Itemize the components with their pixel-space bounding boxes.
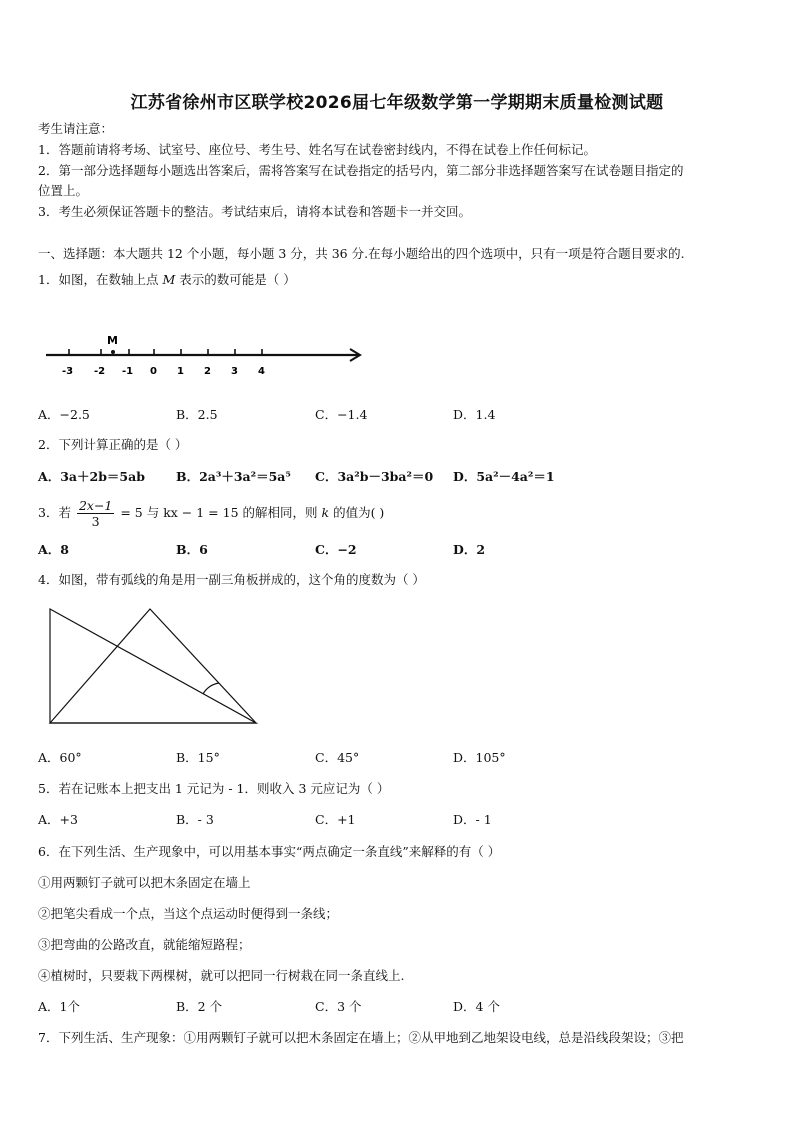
q2-option-a[interactable]: A．3a＋2b＝5ab [38, 469, 145, 484]
notice-item-3: 3．考生必须保证答题卡的整洁。考试结束后，请将本试卷和答题卡一并交回。 [38, 204, 471, 219]
q5-option-b[interactable]: B．- 3 [176, 812, 214, 827]
q6-statement-1: ①用两颗钉子就可以把木条固定在墙上 [38, 875, 251, 890]
q6-statement-2: ②把笔尖看成一个点，当这个点运动时便得到一条线； [38, 906, 339, 921]
q1-var: M [162, 272, 176, 287]
question-4-stem: 4．如图，带有弧线的角是用一副三角板拼成的，这个角的度数为（ ） [38, 572, 425, 587]
tick-label: 0 [150, 366, 157, 377]
question-2-stem: 2．下列计算正确的是（ ） [38, 437, 188, 452]
tick-label: 1 [177, 366, 184, 377]
q5-option-a[interactable]: A．+3 [38, 812, 78, 827]
page-title: 江苏省徐州市区联学校2026届七年级数学第一学期期末质量检测试题 [130, 93, 664, 113]
section-heading: 一、选择题：本大题共 12 个小题，每小题 3 分，共 36 分.在每小题给出的四个选项中，只有一项是符合题目要求的. [38, 246, 685, 261]
q1-option-a[interactable]: A．−2.5 [38, 407, 90, 422]
q2-option-c[interactable]: C．3a²b－3ba²＝0 [315, 469, 434, 484]
point-m-label: M [107, 334, 118, 347]
q6-option-a[interactable]: A．1个 [38, 999, 80, 1014]
q3-suffix: 的值为( ) [333, 505, 385, 520]
tick-label: -3 [62, 366, 74, 377]
q5-option-d[interactable]: D．- 1 [453, 812, 492, 827]
q5-option-c[interactable]: C．+1 [315, 812, 356, 827]
q3-var: k [321, 505, 330, 520]
q6-statement-4: ④植树时，只要栽下两棵树，就可以把同一行树栽在同一条直线上. [38, 968, 405, 983]
q3-prefix: 3．若 [38, 505, 71, 520]
notice-item-2-cont: 位置上。 [38, 183, 89, 198]
q1-suffix: 表示的数可能是（ ） [179, 272, 296, 287]
tick-label: 4 [258, 366, 265, 377]
q4-option-d[interactable]: D．105° [453, 750, 506, 765]
q3-option-b[interactable]: B．6 [176, 542, 208, 557]
question-5-stem: 5．若在记账本上把支出 1 元记为 - 1．则收入 3 元应记为（ ） [38, 781, 390, 796]
right-triangle-a [50, 609, 256, 723]
notice-item-2: 2．第一部分选择题每小题选出答案后，需将答案写在试卷指定的括号内，第二部分非选择题答案写在试卷题目指定的 [38, 163, 684, 178]
tick-label: 2 [204, 366, 211, 377]
q4-option-a[interactable]: A．60° [38, 750, 82, 765]
notice-heading: 考生请注意： [38, 121, 114, 136]
angle-arc-icon [203, 683, 219, 694]
q3-frac-numerator: 2x−1 [78, 498, 113, 513]
q3-frac-denominator: 3 [91, 514, 100, 529]
q6-option-c[interactable]: C．3 个 [315, 999, 362, 1014]
q6-option-d[interactable]: D．4 个 [453, 999, 500, 1014]
q3-option-c[interactable]: C．−2 [315, 542, 357, 557]
q3-mid: = 5 与 kx − 1 = 15 的解相同，则 [120, 505, 318, 520]
q3-option-d[interactable]: D．2 [453, 542, 486, 557]
triangle-set-figure [44, 604, 264, 730]
question-6-stem: 6．在下列生活、生产现象中，可以用基本事实“两点确定一条直线”来解释的有（ ） [38, 844, 501, 859]
number-line-figure [40, 330, 370, 380]
q2-option-b[interactable]: B．2a³＋3a²＝5a⁵ [176, 469, 291, 484]
q6-statement-3: ③把弯曲的公路改直，就能缩短路程； [38, 937, 251, 952]
question-1-stem [38, 272, 296, 288]
point-m-dot [111, 350, 115, 354]
question-3-stem [38, 497, 384, 529]
tick-label: -1 [122, 366, 134, 377]
q1-option-d[interactable]: D．1.4 [453, 407, 496, 422]
tick-label: 3 [231, 366, 238, 377]
tick-label: -2 [94, 366, 106, 377]
q1-option-c[interactable]: C．−1.4 [315, 407, 368, 422]
notice-item-1: 1．答题前请将考场、试室号、座位号、考生号、姓名写在试卷密封线内，不得在试卷上作任何标记。 [38, 142, 596, 157]
q4-option-c[interactable]: C．45° [315, 750, 360, 765]
q1-option-b[interactable]: B．2.5 [176, 407, 218, 422]
question-7-stem: 7．下列生活、生产现象：①用两颗钉子就可以把木条固定在墙上；②从甲地到乙地架设电线，总是沿线段架设；③把 [38, 1030, 684, 1045]
q3-fraction [77, 498, 114, 529]
q1-prefix: 1．如图，在数轴上点 [38, 272, 159, 287]
q3-option-a[interactable]: A．8 [38, 542, 69, 557]
q2-option-d[interactable]: D．5a²－4a²＝1 [453, 469, 555, 484]
q4-option-b[interactable]: B．15° [176, 750, 220, 765]
q6-option-b[interactable]: B．2 个 [176, 999, 223, 1014]
